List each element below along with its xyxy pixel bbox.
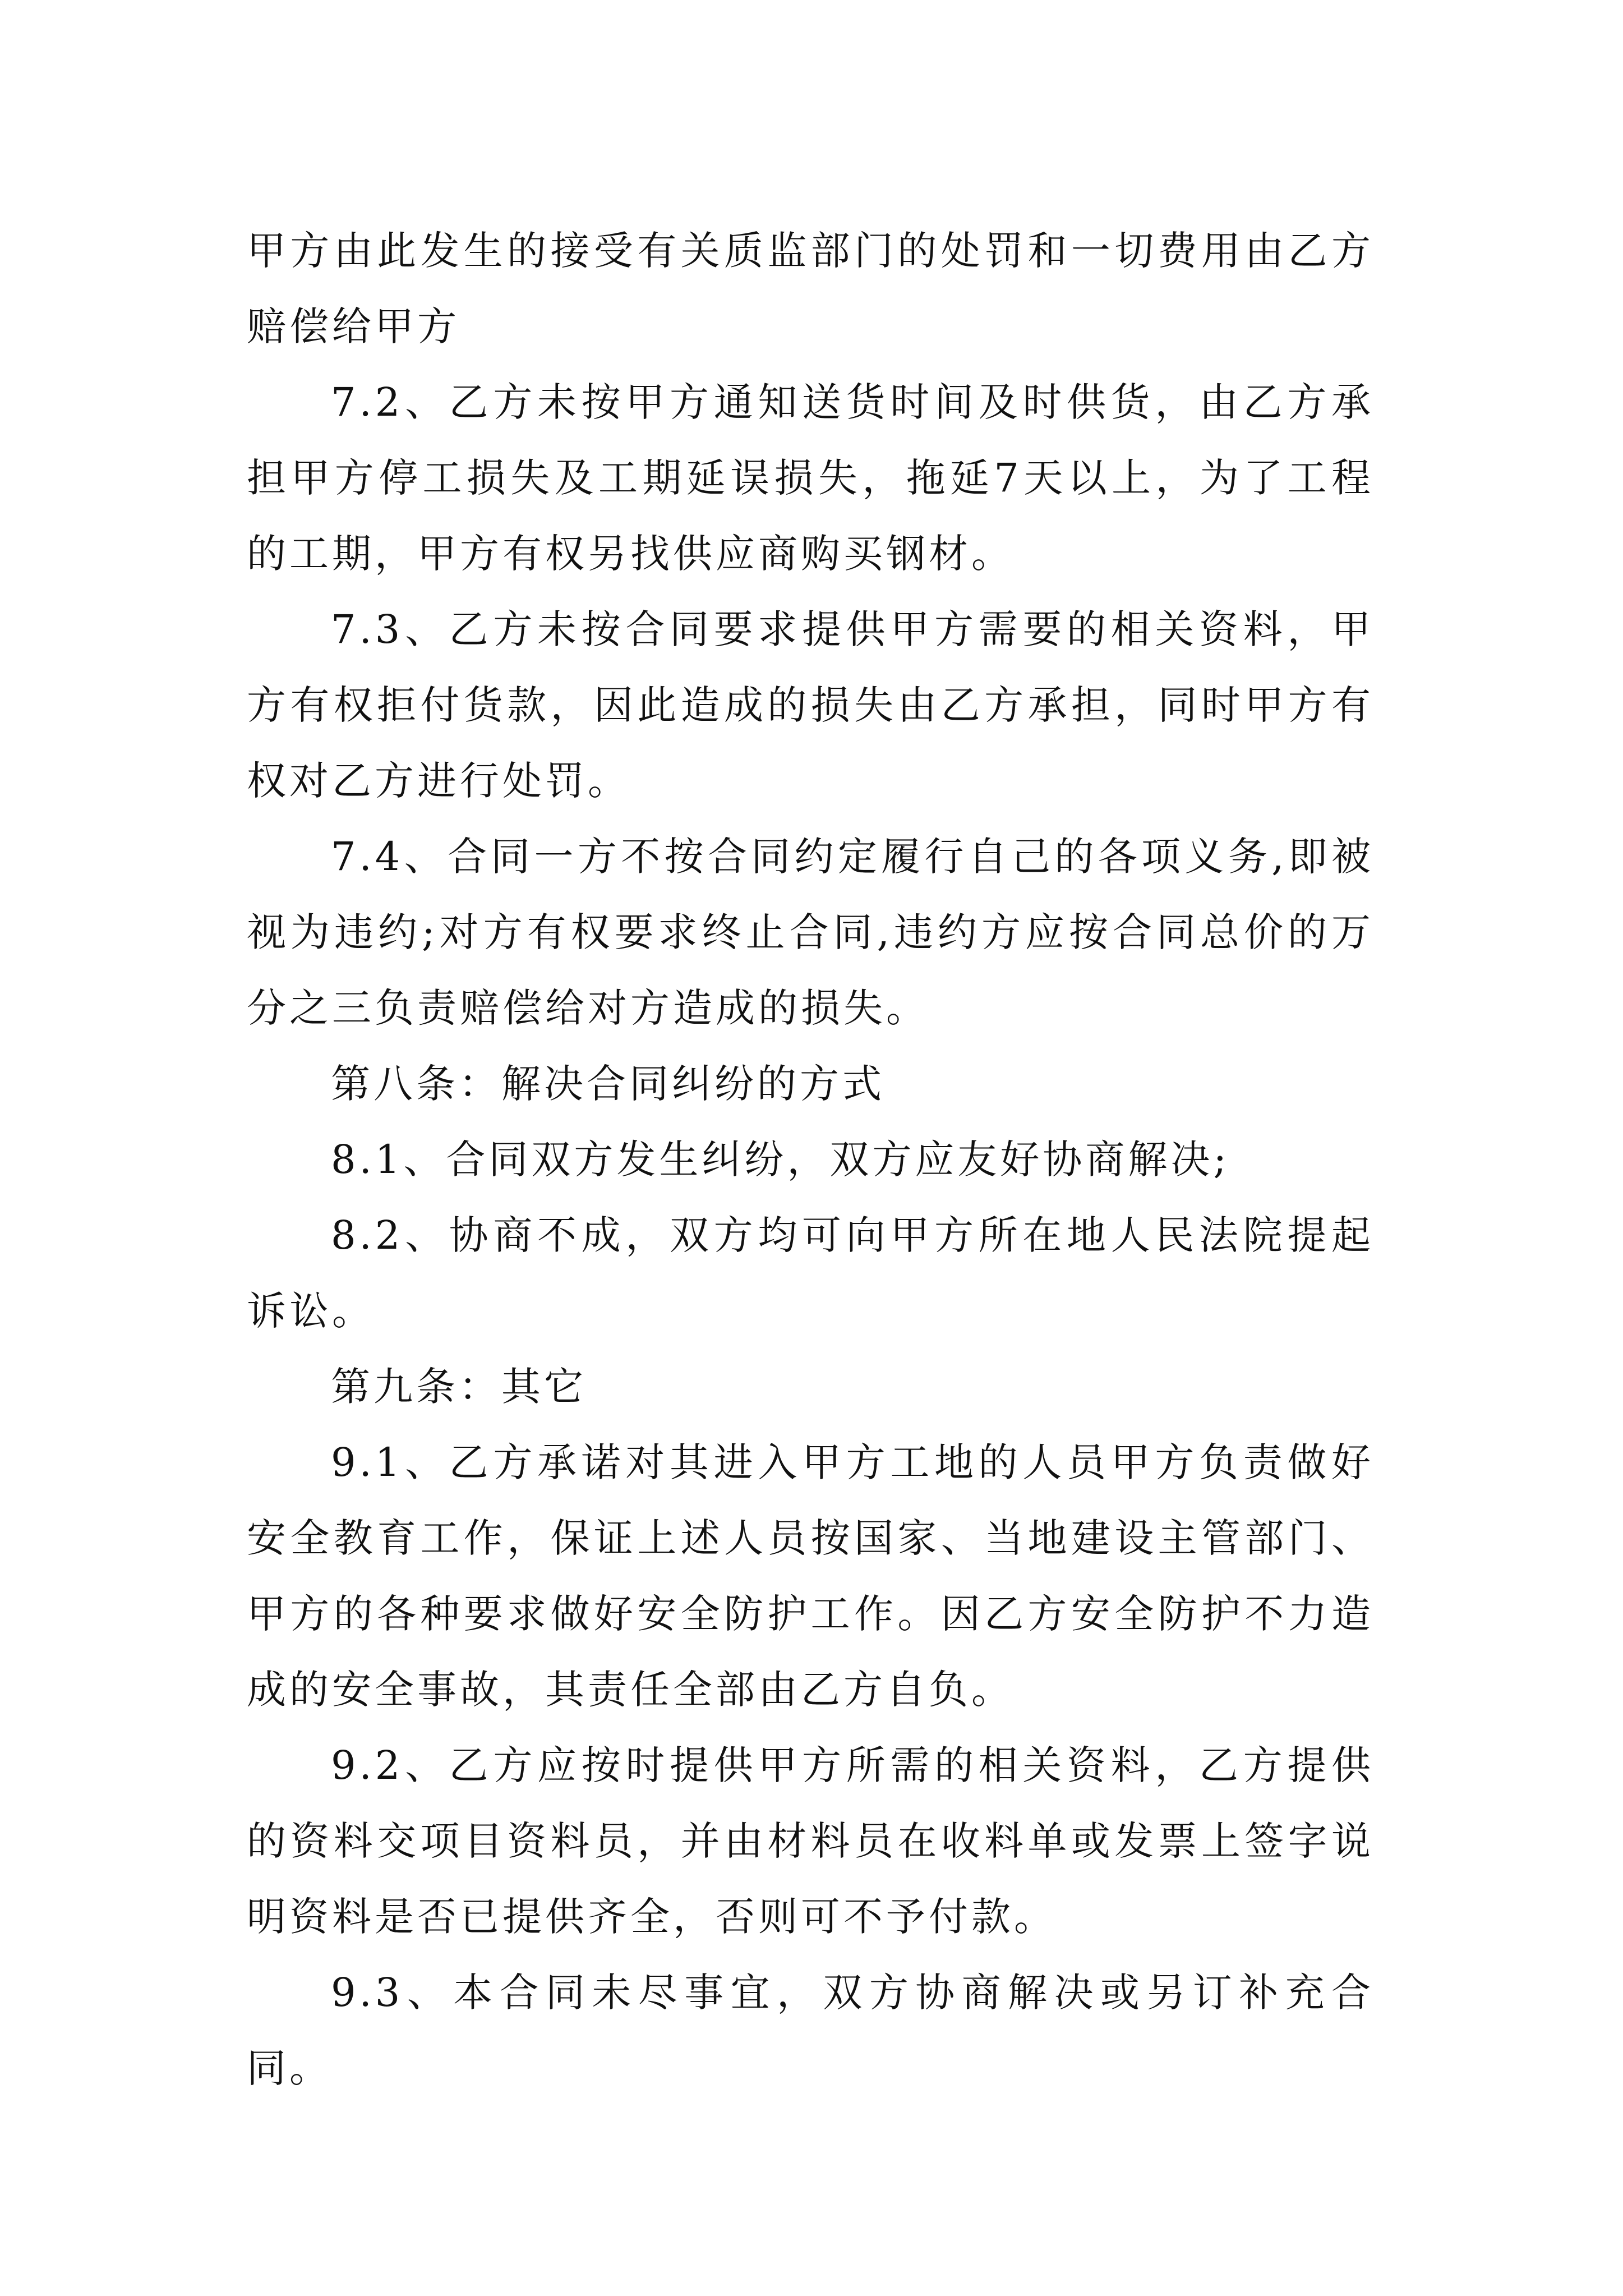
article-9-heading: 第九条：其它: [331, 1364, 587, 1410]
clause-7-4: 7.4、合同一方不按合同约定履行自己的各项义务,即被视为违约;对方有权要求终止合同,违约方应按合同总价的万分之三负责赔偿给对方造成的损失。: [247, 834, 1374, 1031]
document-body: [247, 213, 1374, 2106]
clause-8-2: 8.2、协商不成，双方均可向甲方所在地人民法院提起诉讼。: [247, 1212, 1374, 1334]
paragraph-continuation: 甲方由此发生的接受有关质监部门的处罚和一切费用由乙方赔偿给甲方: [247, 228, 1374, 349]
clause-9-3: 9.3、本合同未尽事宜，双方协商解决或另订补充合同。: [247, 1970, 1374, 2091]
clause-9-1: 9.1、乙方承诺对其进入甲方工地的人员甲方负责做好安全教育工作，保证上述人员按国家、当地建设主管部门、甲方的各种要求做好安全防护工作。因乙方安全防护不力造成的安全事故，其责任全部由乙方自负。: [247, 1439, 1374, 1713]
clause-7-3: 7.3、乙方未按合同要求提供甲方需要的相关资料，甲方有权拒付货款，因此造成的损失由乙方承担，同时甲方有权对乙方进行处罚。: [247, 606, 1374, 804]
clause-7-2: 7.2、乙方未按甲方通知送货时间及时供货，由乙方承担甲方停工损失及工期延误损失，拖延7天以上，为了工程的工期，甲方有权另找供应商购买钢材。: [247, 379, 1374, 577]
clause-9-2: 9.2、乙方应按时提供甲方所需的相关资料，乙方提供的资料交项目资料员，并由材料员在收料单或发票上签字说明资料是否已提供齐全，否则可不予付款。: [247, 1742, 1374, 1940]
article-8-heading: 第八条：解决合同纠纷的方式: [331, 1061, 885, 1107]
clause-8-1: 8.1、合同双方发生纠纷，双方应友好协商解决;: [331, 1137, 1230, 1182]
